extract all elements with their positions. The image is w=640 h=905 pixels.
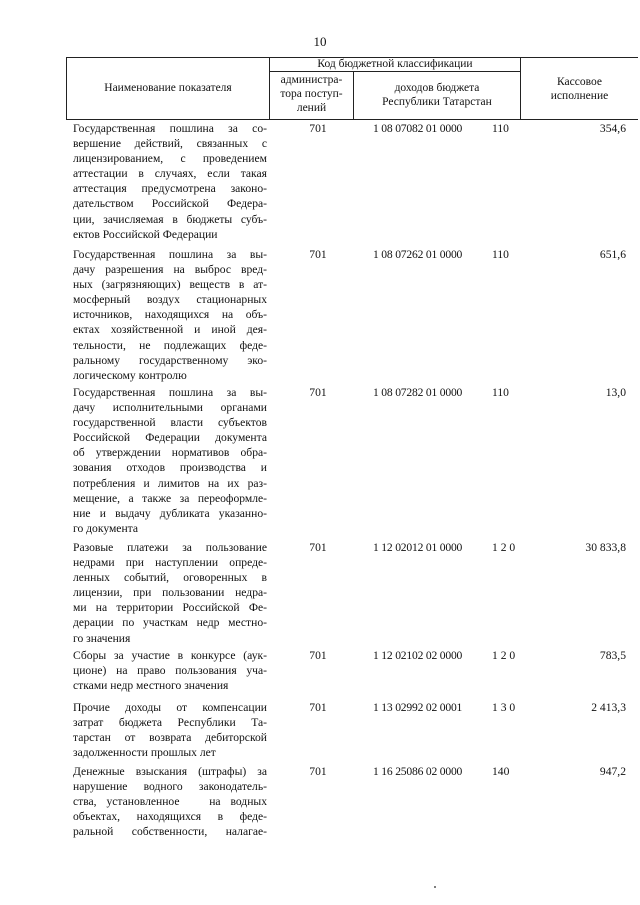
header-code-rule [269, 71, 520, 72]
administrator-code: 701 [309, 122, 327, 135]
budget-code-header: Код бюджетной классификации [317, 58, 473, 70]
cash-amount: 354,6 [599, 122, 626, 135]
table-header [0, 57, 640, 121]
revenue-subcode: 1 3 0 [492, 701, 516, 714]
header-bottom-rule [66, 119, 638, 120]
scan-speck [434, 886, 436, 888]
indicator-name: Денежные взыскания (штрафы) за нарушение водного законодатель- ства, установленное на водных объектах, находящихся в феде- ральной собственности, налагае- [73, 765, 267, 839]
revenue-code: 1 08 07282 01 0000 [373, 386, 463, 399]
revenue-code: 1 12 02012 01 0000 [373, 541, 463, 554]
cash-amount: 783,5 [599, 649, 626, 662]
cash-execution-header: Кассовое исполнение [550, 76, 609, 102]
administrator-code: 701 [309, 541, 327, 554]
revenue-subcode: 110 [492, 386, 509, 399]
revenues-header: доходов бюджета Республики Татарстан [382, 82, 492, 108]
cash-amount: 13,0 [605, 386, 626, 399]
revenue-code: 1 12 02102 02 0000 [373, 649, 463, 662]
cash-amount: 651,6 [599, 248, 626, 261]
indicator-name: Разовые платежи за пользование недрами при наступлении опреде- ленных событий, оговоренных в лицензии, при пользовании недра- ми на территории Российской Фе- дерации по участкам недр местно- го значения [73, 541, 267, 645]
cash-amount: 30 833,8 [585, 541, 626, 554]
indicator-name: Сборы за участие в конкурсе (аук- ционе) на право пользования уча- стками недр местного значения [73, 649, 267, 693]
administrator-code: 701 [309, 649, 327, 662]
administrator-code: 701 [309, 248, 327, 261]
cash-amount: 2 413,3 [591, 701, 626, 714]
indicator-name-header: Наименование показателя [104, 82, 232, 94]
revenue-subcode: 140 [492, 765, 510, 778]
revenue-subcode: 110 [492, 248, 509, 261]
indicator-name: Государственная пошлина за со- вершение действий, связанных с лицензированием, с проведением аттестации в случаях, если такая аттестация предусмотрена законо- дательством Российской Федера- ции, зачисляемая в бюджеты субъ- ектов Российской Федерации [73, 122, 267, 241]
revenue-subcode: 1 2 0 [492, 541, 516, 554]
administrator-code: 701 [309, 701, 327, 714]
indicator-name: Государственная пошлина за вы- дачу разрешения на выброс вред- ных (загрязняющих) веществ в ат- мосферный воздух стационарных источников, находящихся на объ- ектах хозяйственной и иной дея- тельности, не подлежащих феде- ральному государственному эко- логическому контролю [73, 248, 267, 382]
administrator-code: 701 [309, 386, 327, 399]
administrator-header: администра- тора поступ- лений [280, 74, 343, 114]
page-number: 10 [313, 34, 327, 49]
indicator-name: Прочие доходы от компенсации затрат бюджета Республики Та- тарстан от возврата дебиторской задолженности прошлых лет [73, 701, 267, 760]
indicator-name: Государственная пошлина за вы- дачу исполнительными органами государственной власти субъектов Российской Федерации документа об утверждении нормативов обра- зования отходов производства и потребления и лимитов на их раз- мещение, а также за переоформле- ние и выдачу дубликата указанно- го документа [73, 386, 267, 535]
revenue-code: 1 08 07262 01 0000 [373, 248, 463, 261]
administrator-code: 701 [309, 765, 327, 778]
revenue-subcode: 1 2 0 [492, 649, 516, 662]
revenue-subcode: 110 [492, 122, 509, 135]
header-left-border [66, 57, 67, 120]
cash-amount: 947,2 [599, 765, 626, 778]
revenue-code: 1 08 07082 01 0000 [373, 122, 463, 135]
revenue-code: 1 13 02992 02 0001 [373, 701, 463, 714]
revenue-code: 1 16 25086 02 0000 [373, 765, 463, 778]
